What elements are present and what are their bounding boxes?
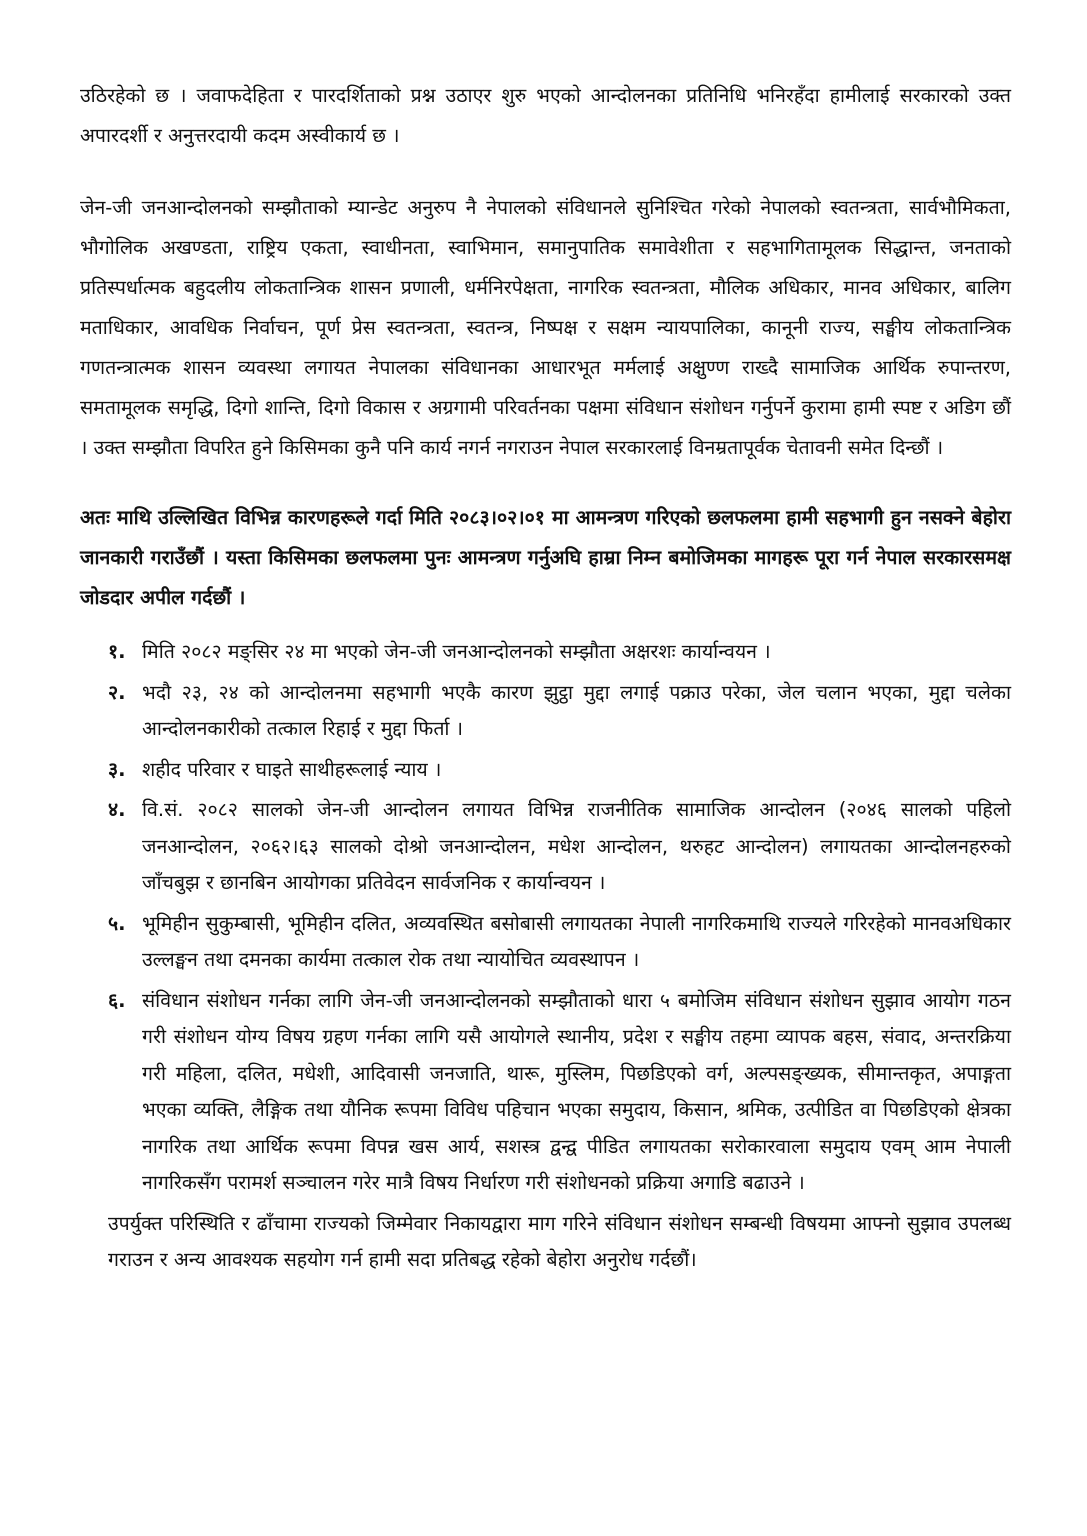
demand-text: वि.सं. २०८२ सालको जेन-जी आन्दोलन लगायत विभिन्न राजनीतिक सामाजिक आन्दोलन (२०४६ सालको पहिलो जनआन्दोलन, २०६२।६३ सालको दोश्रो जनआन्दोलन, मधेश आन्दोलन, थरुहट आन्दोलन) लगायतका आन्दोलनहरुको जाँचबुझ र छानबिन आयोगका प्रतिवेदन सार्वजनिक र कार्यान्वयन । [142, 798, 1011, 894]
demand-number: १. [108, 640, 126, 663]
demand-number: ६. [108, 988, 126, 1012]
demand-item-5 [80, 906, 1011, 979]
paragraph-boycott-notice: अतः माथि उल्लिखित विभिन्न कारणहरूले गर्दा मिति २०८३।०२।०१ मा आमन्त्रण गरिएको छलफलमा हामी सहभागी हुन नसक्ने बेहोरा जानकारी गराउँछौं । यस्ता किसिमका छलफलमा पुनः आमन्त्रण गर्नुअघि हाम्रा निम्न बमोजिमका मागहरू पूरा गर्न नेपाल सरकारसमक्ष जोडदार अपील गर्दछौं । [80, 506, 1011, 609]
demand-item-3 [80, 752, 1011, 789]
demand-item-6 [80, 983, 1011, 1202]
demand-number: २. [108, 680, 126, 704]
demand-text: भदौ २३, २४ को आन्दोलनमा सहभागी भएकै कारण झुट्ठा मुद्दा लगाई पक्राउ परेका, जेल चलान भएका, मुद्दा चलेका आन्दोलनकारीको तत्काल रिहाई र मुद्दा फिर्ता । [142, 680, 1011, 740]
demand-text: संविधान संशोधन गर्नका लागि जेन-जी जनआन्दोलनको सम्झौताको धारा ५ बमोजिम संविधान संशोधन सुझाव आयोग गठन गरी संशोधन योग्य विषय ग्रहण गर्नका लागि यसै आयोगले स्थानीय, प्रदेश र सङ्घीय तहमा व्यापक बहस, संवाद, अन्तरक्रिया गरी महिला, दलित, मधेशी, आदिवासी जनजाति, थारू, मुस्लिम, पिछडिएको वर्ग, अल्पसङ्ख्यक, सीमान्तकृत, अपाङ्गता भएका व्यक्ति, लैङ्गिक तथा यौनिक रूपमा विविध पहिचान भएका समुदाय, किसान, श्रमिक, उत्पीडित वा पिछडिएको क्षेत्रका नागरिक तथा आर्थिक रूपमा विपन्न खस आर्य, सशस्त्र द्वन्द्व पीडित लगायतका सरोकारवाला समुदाय एवम् आम नेपाली नागरिकसँग परामर्श सञ्चालन गरेर मात्रै विषय निर्धारण गरी संशोधनको प्रक्रिया अगाडि बढाउने । [142, 988, 1011, 1194]
demand-number: ५. [108, 911, 126, 935]
paragraph-closing: उपर्युक्त परिस्थिति र ढाँचामा राज्यको जिम्मेवार निकायद्वारा माग गरिने संविधान संशोधन सम्बन्धी विषयमा आफ्नो सुझाव उपलब्ध गराउन र अन्य आवश्यक सहयोग गर्न हामी सदा प्रतिबद्ध रहेको बेहोरा अनुरोध गर्दछौं। [108, 1211, 1011, 1271]
demands-list [80, 634, 1011, 1202]
demand-number: ४. [108, 798, 126, 821]
demand-item-2 [80, 675, 1011, 748]
demand-number: ३. [108, 757, 126, 781]
demand-text: मिति २०८२ मङ्सिर २४ मा भएको जेन-जी जनआन्दोलनको सम्झौता अक्षरशः कार्यान्वयन । [142, 640, 771, 663]
demand-item-4 [80, 792, 1011, 902]
demand-text: शहीद परिवार र घाइते साथीहरूलाई न्याय । [142, 757, 442, 781]
demand-item-1 [80, 634, 1011, 671]
paragraph-intro-continuation: उठिरहेको छ । जवाफदेहिता र पारदर्शिताको प्रश्न उठाएर शुरु भएको आन्दोलनका प्रतिनिधि भनिरहँदा हामीलाई सरकारको उक्त अपारदर्शी र अनुत्तरदायी कदम अस्वीकार्य छ । [80, 84, 1011, 147]
paragraph-commitment: जेन-जी जनआन्दोलनको सम्झौताको म्यान्डेट अनुरुप नै नेपालको संविधानले सुनिश्चित गरेको नेपालको स्वतन्त्रता, सार्वभौमिकता, भौगोलिक अखण्डता, राष्ट्रिय एकता, स्वाधीनता, स्वाभिमान, समानुपातिक समावेशीता र सहभागितामूलक सिद्धान्त, जनताको प्रतिस्पर्धात्मक बहुदलीय लोकतान्त्रिक शासन प्रणाली, धर्मनिरपेक्षता, नागरिक स्वतन्त्रता, मौलिक अधिकार, मानव अधिकार, बालिग मताधिकार, आवधिक निर्वाचन, पूर्ण प्रेस स्वतन्त्रता, स्वतन्त्र, निष्पक्ष र सक्षम न्यायपालिका, कानूनी राज्य, सङ्घीय लोकतान्त्रिक गणतन्त्रात्मक शासन व्यवस्था लगायत नेपालका संविधानका आधारभूत मर्मलाई अक्षुण्ण राख्दै सामाजिक आर्थिक रुपान्तरण, समतामूलक समृद्धि, दिगो शान्ति, दिगो विकास र अग्रगामी परिवर्तनका पक्षमा संविधान संशोधन गर्नुपर्ने कुरामा हामी स्पष्ट र अडिग छौं । उक्त सम्झौता विपरित हुने किसिमका कुनै पनि कार्य नगर्न नगराउन नेपाल सरकारलाई विनम्रतापूर्वक चेतावनी समेत दिन्छौं । [80, 196, 1011, 459]
demand-text: भूमिहीन सुकुम्बासी, भूमिहीन दलित, अव्यवस्थित बसोबासी लगायतका नेपाली नागरिकमाथि राज्यले गरिरहेको मानवअधिकार उल्लङ्घन तथा दमनका कार्यमा तत्काल रोक तथा न्यायोचित व्यवस्थापन । [142, 911, 1011, 971]
